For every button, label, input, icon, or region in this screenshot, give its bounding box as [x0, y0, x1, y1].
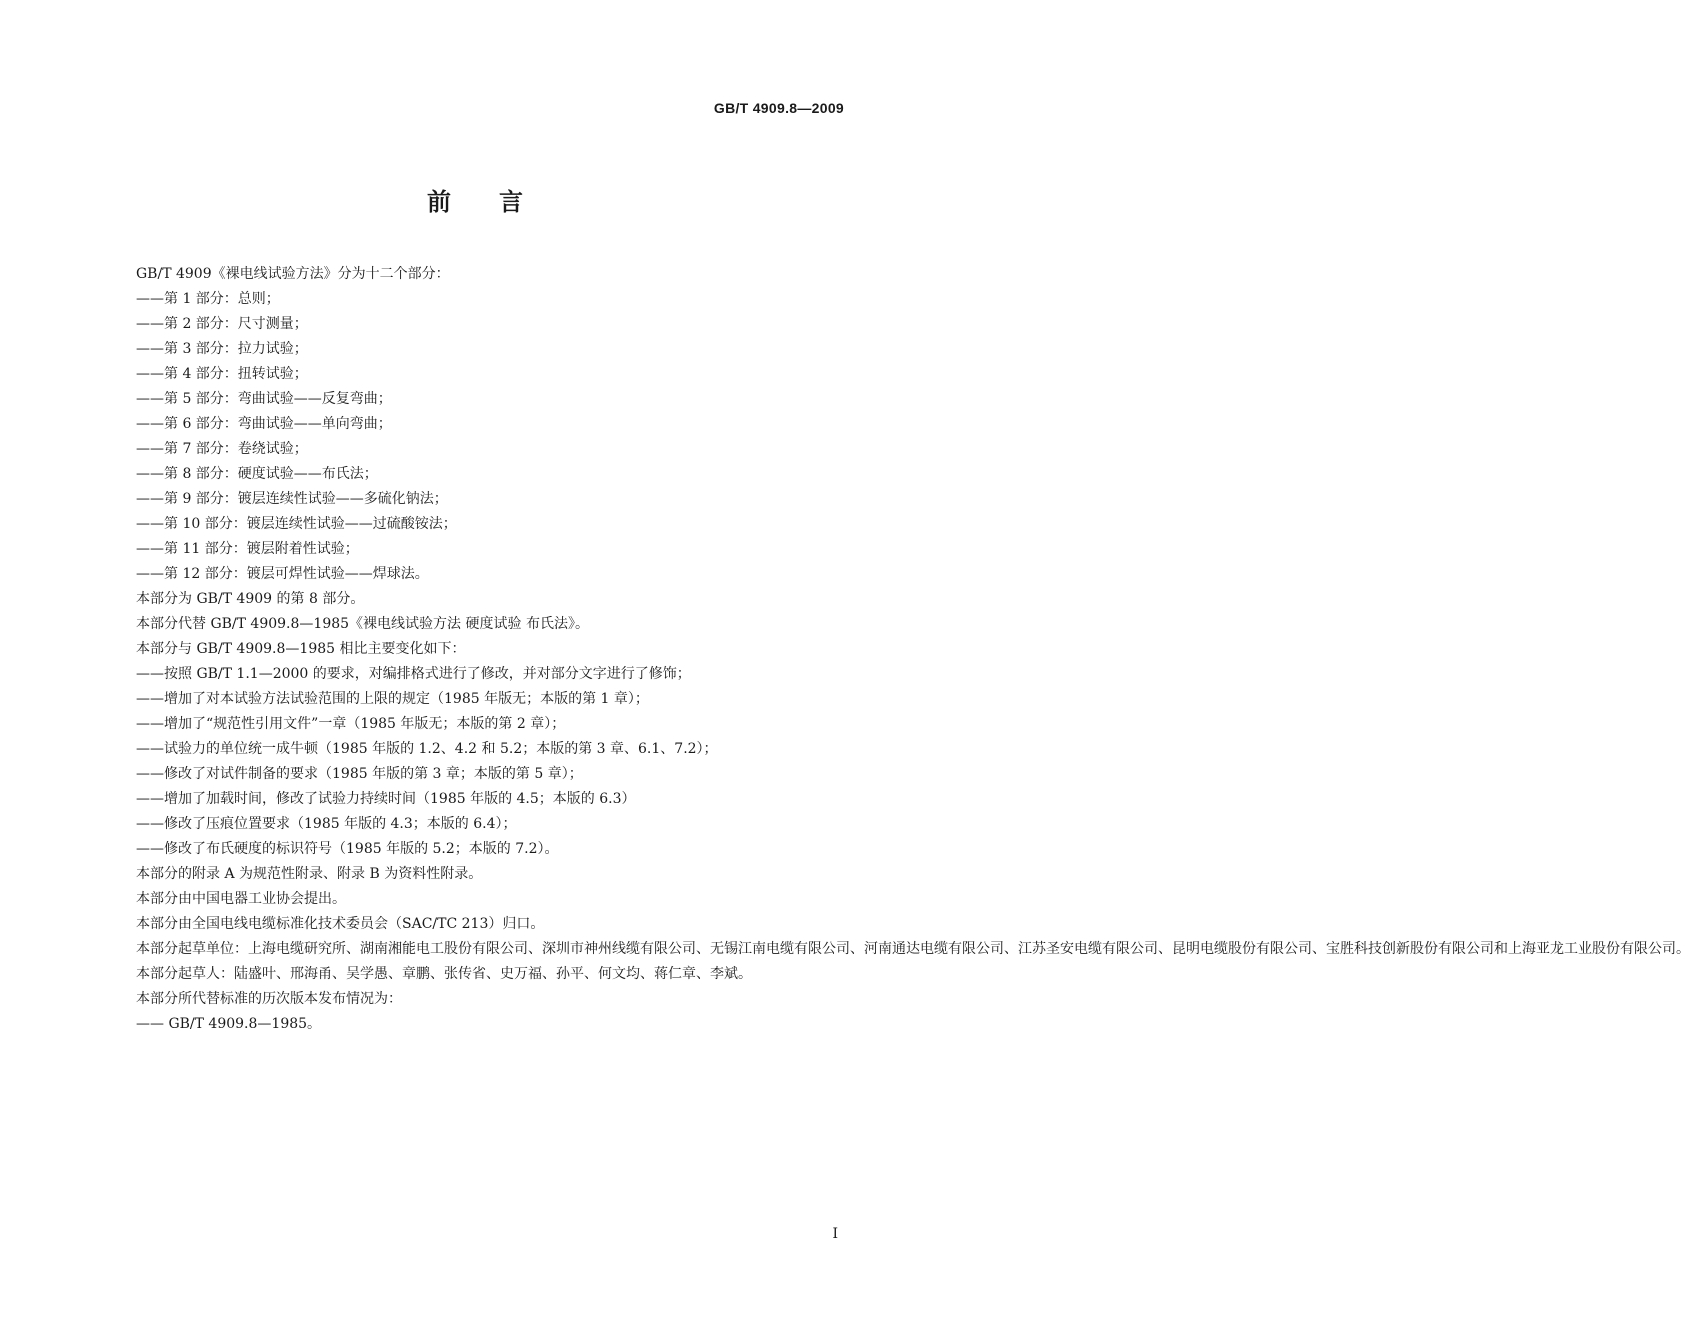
change-item: ——修改了布氏硬度的标识符号（1985 年版的 5.2；本版的 7.2）。	[136, 841, 559, 857]
change-item: ——修改了压痕位置要求（1985 年版的 4.3；本版的 6.4）；	[136, 816, 517, 832]
changes-intro-line: 本部分与 GB/T 4909.8—1985 相比主要变化如下：	[136, 641, 466, 657]
part-item: ——第 1 部分：总则；	[136, 291, 280, 307]
page-number: I	[832, 1226, 838, 1242]
this-part-line: 本部分为 GB/T 4909 的第 8 部分。	[136, 591, 365, 607]
part-item: ——第 3 部分：拉力试验；	[136, 341, 308, 357]
part-item: ——第 9 部分：镀层连续性试验——多硫化钠法；	[136, 491, 448, 507]
change-item: ——增加了“规范性引用文件”一章（1985 年版无；本版的第 2 章）；	[136, 716, 566, 732]
history-intro-line: 本部分所代替标准的历次版本发布情况为：	[136, 991, 402, 1007]
standard-number: GB/T 4909.8—2009	[713, 100, 844, 116]
part-item: ——第 5 部分：弯曲试验——反复弯曲；	[136, 391, 392, 407]
page-title: 前言	[427, 188, 571, 216]
change-item: ——增加了加载时间，修改了试验力持续时间（1985 年版的 4.5；本版的 6.3）	[136, 791, 636, 807]
part-item: ——第 10 部分：镀层连续性试验——过硫酸铵法；	[136, 516, 457, 532]
part-item: ——第 2 部分：尺寸测量；	[136, 316, 308, 332]
change-item: ——按照 GB/T 1.1—2000 的要求，对编排格式进行了修改，并对部分文字进行了修饰；	[136, 666, 691, 682]
proposed-line: 本部分由中国电器工业协会提出。	[136, 891, 346, 907]
drafting-units-paragraph: 本部分起草单位：上海电缆研究所、湖南湘能电工股份有限公司、深圳市神州线缆有限公司、无锡江南电缆有限公司、河南通达电缆有限公司、江苏圣安电缆有限公司、昆明电缆股份有限公司、宝胜科技创新股份有限公司和上海亚龙工业股份有限公司。	[136, 941, 1690, 957]
change-item: ——修改了对试件制备的要求（1985 年版的第 3 章；本版的第 5 章）；	[136, 766, 583, 782]
part-item: ——第 7 部分：卷绕试验；	[136, 441, 308, 457]
change-item: ——试验力的单位统一成牛顿（1985 年版的 1.2、4.2 和 5.2；本版的第 3 章、6.1、7.2）；	[136, 741, 718, 757]
part-item: ——第 12 部分：镀层可焊性试验——焊球法。	[136, 566, 429, 582]
history-item: —— GB/T 4909.8—1985。	[136, 1016, 322, 1032]
part-item: ——第 8 部分：硬度试验——布氏法；	[136, 466, 378, 482]
replaces-line: 本部分代替 GB/T 4909.8—1985《裸电线试验方法 硬度试验 布氏法》。	[136, 616, 589, 632]
change-item: ——增加了对本试验方法试验范围的上限的规定（1985 年版无；本版的第 1 章）；	[136, 691, 649, 707]
part-item: ——第 6 部分：弯曲试验——单向弯曲；	[136, 416, 392, 432]
drafters-line: 本部分起草人：陆盛叶、邢海甬、吴学愚、章鹏、张传省、史万福、孙平、何文均、蒋仁章、李斌。	[136, 966, 752, 982]
centralized-line: 本部分由全国电线电缆标准化技术委员会（SAC/TC 213）归口。	[136, 916, 545, 932]
part-item: ——第 4 部分：扭转试验；	[136, 366, 308, 382]
annex-line: 本部分的附录 A 为规范性附录、附录 B 为资料性附录。	[136, 866, 483, 882]
intro-line: GB/T 4909《裸电线试验方法》分为十二个部分：	[136, 266, 450, 282]
document-body	[107, 262, 1690, 1037]
part-item: ——第 11 部分：镀层附着性试验；	[136, 541, 359, 557]
